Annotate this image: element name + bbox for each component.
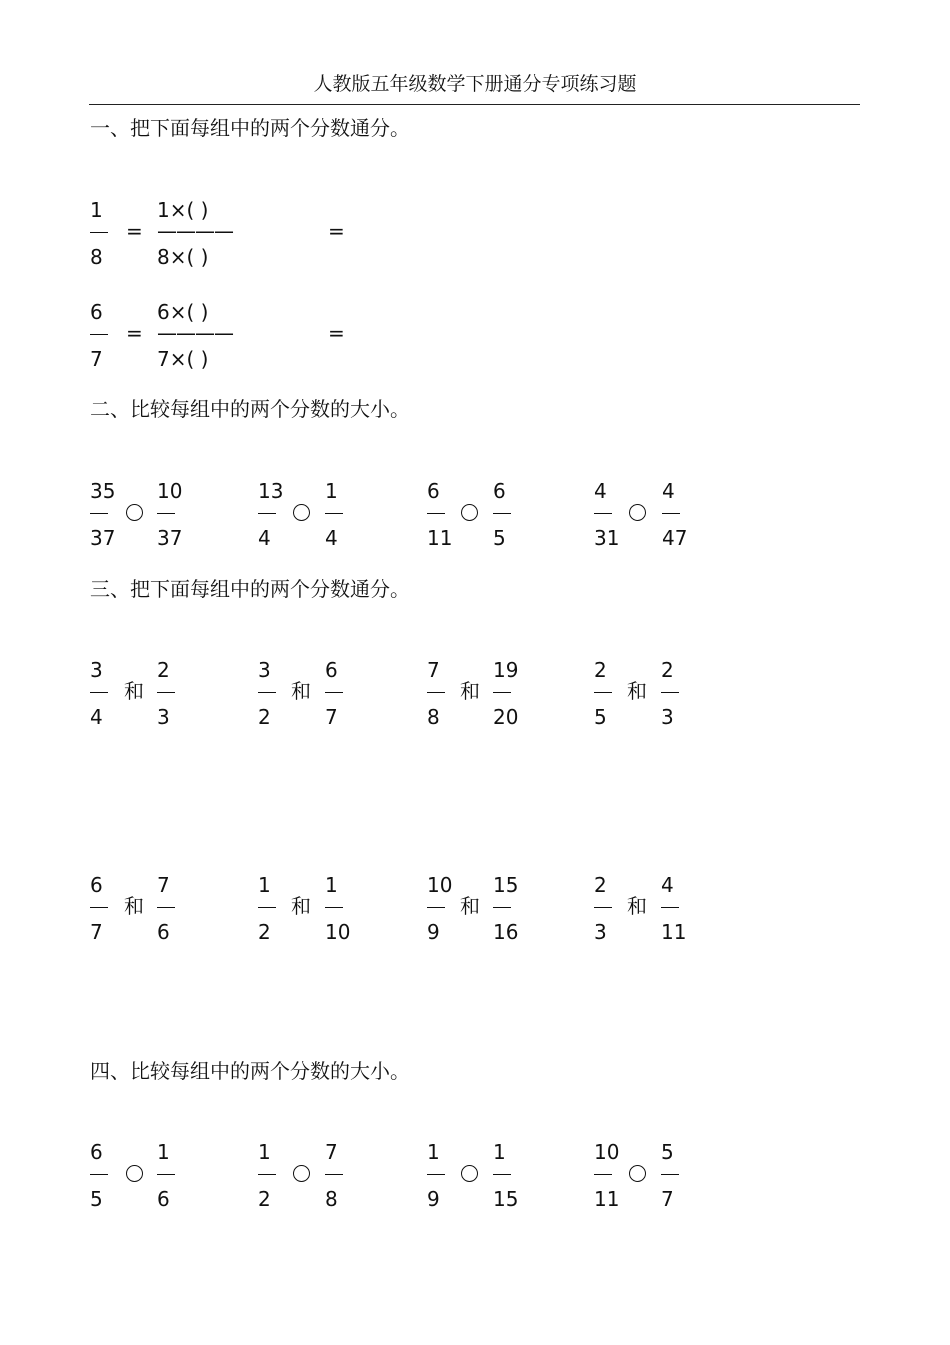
denominator: 4: [90, 705, 103, 729]
numerator: 6: [493, 479, 506, 503]
numerator: 1: [493, 1140, 506, 1164]
fraction-right: [157, 658, 217, 728]
numerator: 1: [427, 1140, 440, 1164]
fraction-bar: [594, 513, 612, 514]
fraction-bar: [90, 232, 108, 233]
fraction-bar: [594, 907, 612, 908]
numerator: 6: [325, 658, 338, 682]
fraction-right: [325, 873, 385, 943]
compare-circle[interactable]: [126, 1165, 143, 1182]
and-connector: 和: [460, 894, 480, 918]
fraction-bar: [661, 692, 679, 693]
denominator: 31: [594, 526, 620, 550]
fraction-bar: [90, 334, 108, 335]
fraction-bar: [90, 1174, 108, 1175]
compare-circle[interactable]: [293, 1165, 310, 1182]
fraction-right: [493, 1140, 553, 1210]
denominator: 2: [258, 705, 271, 729]
expand-row-1: [0, 198, 950, 268]
fraction-bar: [90, 513, 108, 514]
numerator: 1: [325, 479, 338, 503]
and-connector: 和: [627, 679, 647, 703]
fraction-left: [427, 479, 487, 549]
fraction-bar: [258, 1174, 276, 1175]
fraction-bar: [325, 907, 343, 908]
fraction-bar: [661, 1174, 679, 1175]
and-connector: 和: [627, 894, 647, 918]
numerator: 15: [493, 873, 519, 897]
denominator: 37: [90, 526, 116, 550]
denominator: 8: [427, 705, 440, 729]
equals-sign-answer: =: [328, 321, 345, 345]
fraction-bar: [157, 907, 175, 908]
fraction-bar: [90, 907, 108, 908]
denominator: 8: [90, 245, 103, 269]
compare-circle[interactable]: [126, 504, 143, 521]
fraction-bar: [258, 692, 276, 693]
denominator: 7: [90, 347, 103, 371]
compare-circle[interactable]: [461, 504, 478, 521]
header-divider: [89, 104, 860, 105]
compare-row-s2: [0, 479, 950, 549]
fraction-bar: [662, 513, 680, 514]
denominator: 3: [594, 920, 607, 944]
fraction-right: [325, 479, 385, 549]
denominator: 6: [157, 920, 170, 944]
numerator: 6: [90, 873, 103, 897]
denominator: 15: [493, 1187, 519, 1211]
numerator: 3: [90, 658, 103, 682]
fraction-bar: [157, 1174, 175, 1175]
fraction-right: [493, 479, 553, 549]
section-2-heading: 二、比较每组中的两个分数的大小。: [90, 397, 410, 421]
numerator: 2: [594, 658, 607, 682]
denominator: 37: [157, 526, 183, 550]
fraction-bar: [325, 692, 343, 693]
compare-circle[interactable]: [461, 1165, 478, 1182]
section-4-heading: 四、比较每组中的两个分数的大小。: [90, 1059, 410, 1083]
numerator: 19: [493, 658, 519, 682]
expand-row-2: [0, 300, 950, 370]
denominator: 5: [493, 526, 506, 550]
fraction-bar: [258, 513, 276, 514]
and-connector: 和: [124, 894, 144, 918]
numerator: 1: [258, 1140, 271, 1164]
denominator: 10: [325, 920, 351, 944]
denominator: 16: [493, 920, 519, 944]
numerator: 4: [661, 873, 674, 897]
denominator: 4: [258, 526, 271, 550]
fraction-right: [157, 873, 217, 943]
equals-sign: =: [126, 321, 143, 345]
numerator: 2: [594, 873, 607, 897]
denominator: 6: [157, 1187, 170, 1211]
fraction-bar: [493, 513, 511, 514]
pair-row-s3-2: [0, 873, 950, 943]
denominator: 3: [157, 705, 170, 729]
section-1-heading: 一、把下面每组中的两个分数通分。: [90, 116, 410, 140]
denominator: 5: [594, 705, 607, 729]
compare-circle[interactable]: [629, 1165, 646, 1182]
fraction-bar: [427, 513, 445, 514]
denominator: 7: [325, 705, 338, 729]
fraction-right: [661, 658, 721, 728]
denominator: 7: [661, 1187, 674, 1211]
numerator: 10: [157, 479, 183, 503]
multiplied-numerator: 1×( ): [157, 198, 209, 222]
denominator: 9: [427, 1187, 440, 1211]
numerator: 1: [90, 198, 103, 222]
numerator: 7: [325, 1140, 338, 1164]
numerator: 5: [661, 1140, 674, 1164]
equals-sign: =: [126, 219, 143, 243]
denominator: 5: [90, 1187, 103, 1211]
fraction-bar: [493, 907, 511, 908]
fraction-bar: [493, 692, 511, 693]
section-3-heading: 三、把下面每组中的两个分数通分。: [90, 577, 410, 601]
fraction-bar: [427, 1174, 445, 1175]
fraction-bar: [427, 692, 445, 693]
compare-circle[interactable]: [629, 504, 646, 521]
fraction-right: [157, 1140, 217, 1210]
denominator: 2: [258, 920, 271, 944]
fraction-dashes: ————: [157, 219, 233, 243]
numerator: 1: [157, 1140, 170, 1164]
fraction-right: [493, 658, 553, 728]
denominator: 4: [325, 526, 338, 550]
numerator: 7: [157, 873, 170, 897]
fraction-bar: [258, 907, 276, 908]
fraction-right: [325, 1140, 385, 1210]
pair-row-s3-1: [0, 658, 950, 728]
numerator: 35: [90, 479, 116, 503]
fraction-bar: [493, 1174, 511, 1175]
numerator: 2: [661, 658, 674, 682]
fraction-bar: [325, 1174, 343, 1175]
denominator: 2: [258, 1187, 271, 1211]
numerator: 6: [90, 1140, 103, 1164]
denominator: 9: [427, 920, 440, 944]
denominator: 11: [594, 1187, 620, 1211]
numerator: 13: [258, 479, 284, 503]
multiplied-fraction: [157, 198, 257, 268]
multiplied-denominator: 7×( ): [157, 347, 209, 371]
numerator: 1: [325, 873, 338, 897]
numerator: 1: [258, 873, 271, 897]
and-connector: 和: [124, 679, 144, 703]
compare-row-s4: [0, 1140, 950, 1210]
fraction-right: [493, 873, 553, 943]
and-connector: 和: [291, 679, 311, 703]
fraction-bar: [594, 692, 612, 693]
fraction-right: [662, 479, 722, 549]
numerator: 10: [594, 1140, 620, 1164]
and-connector: 和: [460, 679, 480, 703]
numerator: 10: [427, 873, 453, 897]
numerator: 7: [427, 658, 440, 682]
fraction-dashes: ————: [157, 321, 233, 345]
multiplied-denominator: 8×( ): [157, 245, 209, 269]
numerator: 4: [662, 479, 675, 503]
fraction-bar: [594, 1174, 612, 1175]
denominator: 3: [661, 705, 674, 729]
denominator: 8: [325, 1187, 338, 1211]
fraction-bar: [157, 692, 175, 693]
fraction-bar: [325, 513, 343, 514]
page-title: 人教版五年级数学下册通分专项练习题: [313, 73, 637, 95]
equals-sign-answer: =: [328, 219, 345, 243]
compare-circle[interactable]: [293, 504, 310, 521]
denominator: 20: [493, 705, 519, 729]
numerator: 3: [258, 658, 271, 682]
numerator: 2: [157, 658, 170, 682]
multiplied-fraction: [157, 300, 257, 370]
fraction-right: [661, 1140, 721, 1210]
and-connector: 和: [291, 894, 311, 918]
fraction-right: [661, 873, 721, 943]
denominator: 11: [661, 920, 687, 944]
numerator: 4: [594, 479, 607, 503]
denominator: 11: [427, 526, 453, 550]
numerator: 6: [427, 479, 440, 503]
numerator: 6: [90, 300, 103, 324]
denominator: 7: [90, 920, 103, 944]
fraction-right: [157, 479, 217, 549]
fraction-right: [325, 658, 385, 728]
fraction-left: [427, 1140, 487, 1210]
denominator: 47: [662, 526, 688, 550]
multiplied-numerator: 6×( ): [157, 300, 209, 324]
fraction-bar: [157, 513, 175, 514]
fraction-bar: [90, 692, 108, 693]
fraction-bar: [661, 907, 679, 908]
fraction-bar: [427, 907, 445, 908]
